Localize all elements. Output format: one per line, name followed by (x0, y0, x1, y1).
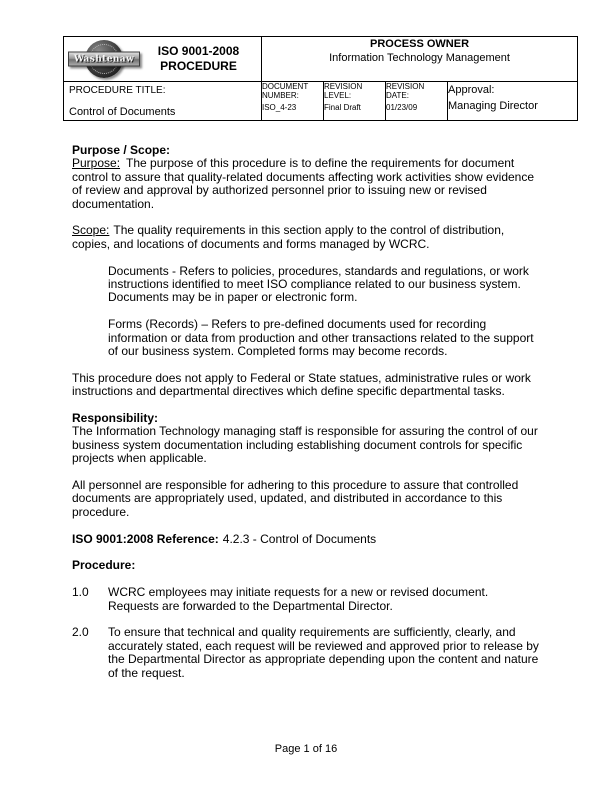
step-text: WCRC employees may initiate requests for a new or revised document. Requests are forwarded to the Departmental Director. (108, 585, 489, 613)
header-cell-revision-date (386, 82, 448, 121)
purpose-text: The purpose of this procedure is to define the requirements for document control to assure that quality-related documents affecting work activities show evidence of review and approval by authorized personnel prior to issuing new or revised documentation. (72, 156, 535, 211)
procedure-word-line: PROCEDURE (160, 59, 237, 73)
approval-value: Managing Director (448, 100, 538, 112)
header-cell-document-number (262, 82, 324, 121)
purpose-paragraph (72, 157, 542, 211)
procedure-title-label: PROCEDURE TITLE: (69, 85, 166, 96)
page-number-footer: Page 1 of 16 (274, 743, 338, 755)
approval-label: Approval: (448, 84, 495, 96)
procedure-step (72, 626, 542, 680)
header-cell-process-owner (262, 37, 578, 82)
logo-text: Washtenaw (73, 54, 135, 64)
procedure-heading: Procedure: (72, 558, 136, 573)
washtenaw-logo (68, 39, 140, 79)
responsibility-heading: Responsibility: (72, 411, 159, 426)
step-text: To ensure that technical and quality requirements are sufficiently, clearly, and accurately stated, each request will be reviewed and approved prior to release by the Departmental Director as appropriate depending upon the content and nature of the request. (108, 625, 539, 680)
document-header-table (63, 36, 578, 121)
step-number: 1.0 (72, 585, 89, 600)
purpose-label: Purpose: (72, 156, 121, 171)
revision-date-value: 01/23/09 (386, 103, 418, 112)
revision-level-value: Final Draft (324, 103, 361, 112)
scope-label: Scope: (72, 223, 110, 238)
iso-reference-value: 4.2.3 - Control of Documents (222, 531, 377, 546)
documents-definition-paragraph: Documents - Refers to policies, procedures, standards and regulations, or work instructions identified to meet ISO compliance related to our business system. Documents may be in paper or electronic form. (108, 263, 529, 305)
scope-text: The quality requirements in this section apply to the control of distribution, copies, and locations of documents and forms managed by WCRC. (72, 223, 505, 251)
header-cell-revision-level (324, 82, 386, 121)
document-type-title (140, 44, 257, 74)
scope-paragraph (72, 224, 542, 251)
iso-reference-label: ISO 9001:2008 Reference: (72, 531, 219, 546)
procedure-step (72, 586, 542, 613)
revision-date-label: REVISION DATE: (386, 82, 425, 100)
purpose-scope-heading: Purpose / Scope: (72, 143, 171, 157)
document-number-label: DOCUMENT NUMBER: (262, 82, 309, 100)
revision-level-label: REVISION LEVEL: (324, 82, 363, 100)
personnel-paragraph: All personnel are responsible for adhering to this procedure to assure that controlled documents are appropriately used, updated, and distributed in accordance to this procedure. (72, 478, 519, 519)
forms-definition-paragraph: Forms (Records) – Refers to pre-defined documents used for recording information or data from production and other transactions related to the support of our business system. Completed forms may become records. (108, 317, 534, 359)
procedure-title-value: Control of Documents (69, 106, 176, 118)
step-number: 2.0 (72, 625, 89, 640)
iso-reference-line (72, 533, 542, 546)
process-owner-value: Information Technology Management (329, 52, 510, 64)
document-number-value: ISO_4-23 (262, 103, 297, 112)
exclusion-paragraph: This procedure does not apply to Federal or State statues, administrative rules or work instructions and departmental directives which define specific departmental tasks. (72, 370, 531, 399)
iso-standard-line: ISO 9001-2008 (157, 44, 240, 58)
process-owner-label: PROCESS OWNER (370, 38, 470, 50)
header-cell-approval (448, 82, 578, 121)
document-body (72, 144, 542, 693)
header-cell-logo-title (64, 37, 262, 82)
logo-banner (68, 52, 140, 67)
responsibility-paragraph: The Information Technology managing staff is responsible for assuring the control of our business system documentation including establishing document controls for specific projects when applicable. (72, 424, 538, 466)
header-cell-procedure-title (64, 82, 262, 121)
